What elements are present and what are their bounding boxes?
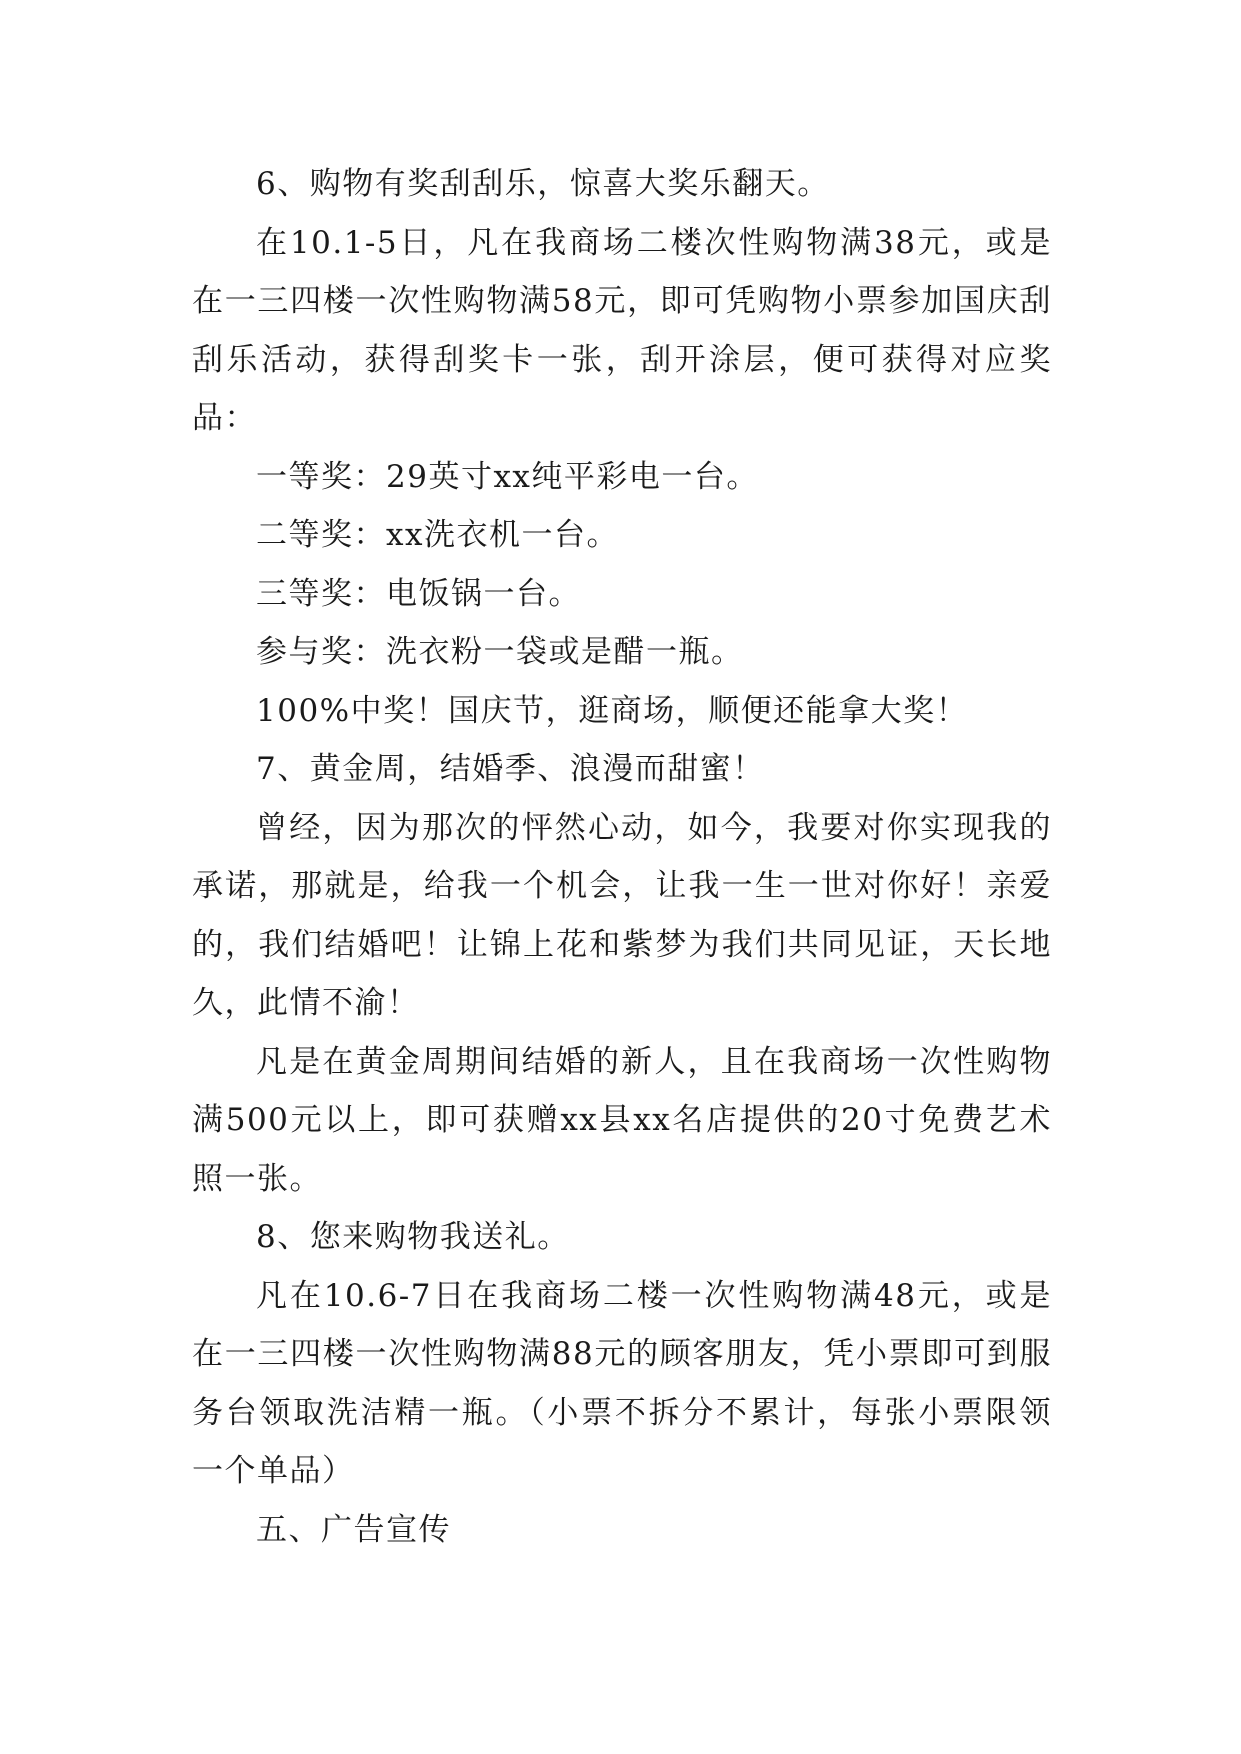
paragraph-heading-7: 7、黄金周，结婚季、浪漫而甜蜜！ [256, 751, 765, 787]
paragraph-gift-offer: 凡在10.6-7日在我商场二楼一次性购物满48元，或是在一三四楼一次性购物满88元的顾客朋友，凭小票即可到服务台领取洗洁精一瓶。（小票不拆分不累计，每张小票限领一个单品） [192, 1277, 1052, 1489]
paragraph-section-5-heading: 五、广告宣传 [256, 1511, 451, 1548]
paragraph-wedding-offer: 凡是在黄金周期间结婚的新人，且在我商场一次性购物满500元以上，即可获赠xx县xx名店提供的20寸免费艺术照一张。 [192, 1043, 1052, 1197]
document-body [192, 155, 1052, 1559]
paragraph-first-prize: 一等奖：29英寸xx纯平彩电一台。 [256, 458, 759, 495]
paragraph-scratch-card-rules: 在10.1-5日，凡在我商场二楼次性购物满38元，或是在一三四楼一次性购物满58元，即可凭购物小票参加国庆刮刮乐活动，获得刮奖卡一张，刮开涂层，便可获得对应奖品： [192, 224, 1052, 436]
paragraph-wedding-promise: 曾经，因为那次的怦然心动，如今，我要对你实现我的承诺，那就是，给我一个机会，让我一生一世对你好！亲爱的，我们结婚吧！让锦上花和紫梦为我们共同见证，天长地久，此情不渝！ [192, 809, 1052, 1021]
paragraph-heading-8: 8、您来购物我送礼。 [256, 1219, 570, 1255]
paragraph-slogan: 100%中奖！国庆节，逛商场，顺便还能拿大奖！ [256, 692, 969, 729]
paragraph-third-prize: 三等奖：电饭锅一台。 [256, 575, 581, 612]
paragraph-participation-prize: 参与奖：洗衣粉一袋或是醋一瓶。 [256, 634, 744, 670]
paragraph-heading-6: 6、购物有奖刮刮乐，惊喜大奖乐翻天。 [256, 166, 830, 202]
paragraph-second-prize: 二等奖：xx洗衣机一台。 [256, 517, 619, 553]
